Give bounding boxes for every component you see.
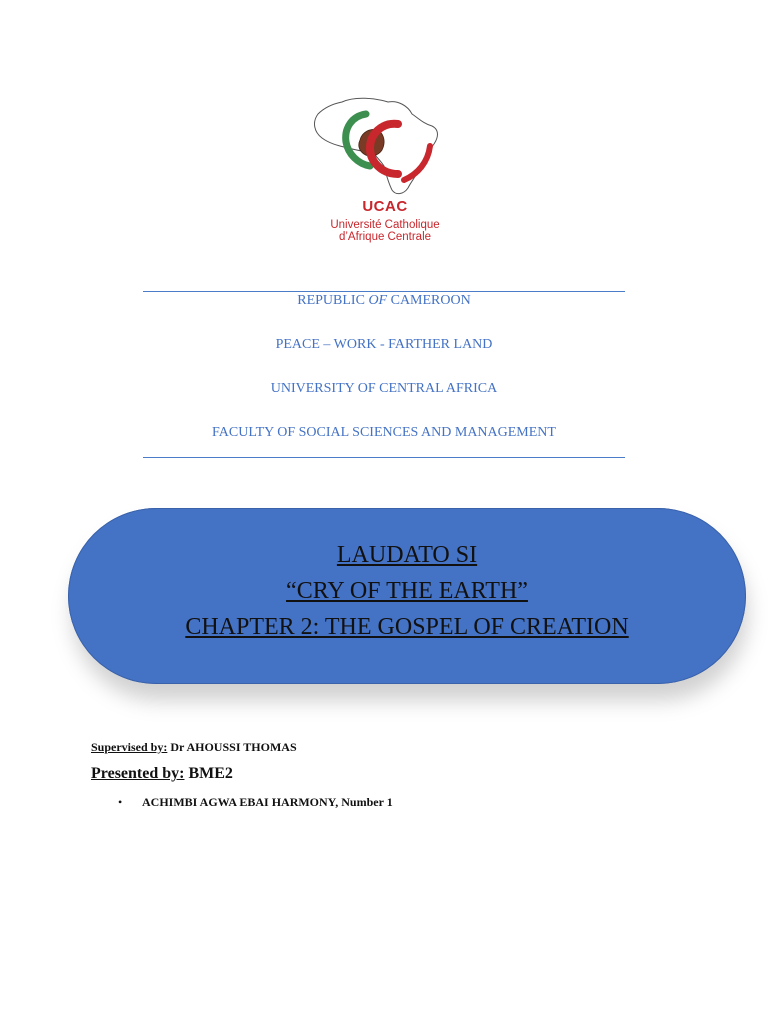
list-item: ACHIMBI AGWA EBAI HARMONY, Number 1 — [142, 795, 393, 809]
presenter-label: Presented by: — [91, 765, 185, 782]
logo-university-name-line1: Université Catholique — [330, 219, 440, 231]
header-bottom-divider — [143, 457, 625, 458]
logo-university-name-line2: d’Afrique Centrale — [338, 231, 432, 243]
supervisor-name: Dr AHOUSSI THOMAS — [167, 740, 297, 754]
header-republic-part3: CAMEROON — [387, 293, 471, 308]
supervisor-line — [91, 740, 297, 755]
bullet-icon: • — [118, 795, 123, 809]
header-republic-part1: REPUBLIC — [297, 293, 369, 308]
header-republic — [0, 293, 768, 309]
document-chapter: CHAPTER 2: THE GOSPEL OF CREATION — [185, 614, 629, 640]
africa-map-icon — [300, 94, 470, 199]
header-university: UNIVERSITY OF CENTRAL AFRICA — [270, 381, 498, 396]
header-top-divider — [143, 291, 625, 292]
header-republic-part2: OF — [368, 293, 388, 308]
presenter-line — [91, 765, 233, 783]
supervisor-label: Supervised by: — [91, 740, 168, 754]
header-motto: PEACE – WORK - FARTHER LAND — [275, 337, 493, 352]
document-subtitle: “CRY OF THE EARTH” — [286, 578, 528, 604]
ucac-logo — [300, 94, 470, 254]
header-faculty: FACULTY OF SOCIAL SCIENCES AND MANAGEMENT — [212, 425, 556, 440]
presenter-group: BME2 — [184, 765, 233, 782]
document-title: LAUDATO SI — [336, 542, 478, 568]
logo-abbreviation: UCAC — [362, 198, 408, 215]
